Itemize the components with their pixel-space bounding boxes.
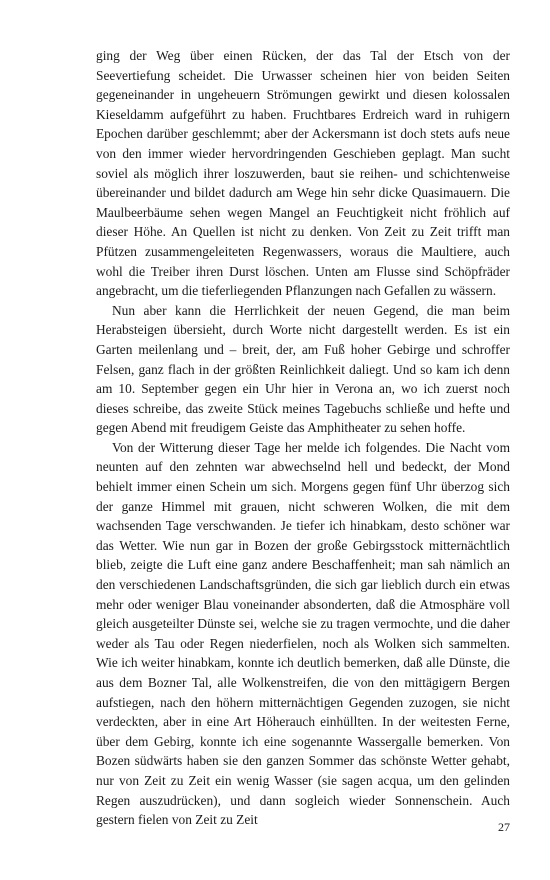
paragraph-3: Von der Witterung dieser Tage her melde ich folgendes. Die Nacht vom neunten auf den zehnten war abwechselnd hell und bedeckt, der Mond behielt immer einen Schein um sich. Morgens gegen fünf Uhr überzog sich der ganze Himmel mit grauen, nicht schweren Wolken, die mit dem wachsenden Tage verschwanden. Je tiefer ich hinabkam, desto schöner war das Wetter. Wie nun gar in Bozen der große Gebirgsstock mitternächtlich blieb, zeigte die Luft eine ganz andere Beschaffenheit; man sah nämlich an den verschiedenen Landschaftsgründen, die sich gar lieblich durch ein etwas mehr oder weniger Blau voneinander absonderten, daß die Atmosphäre voll gleich ausgeteilter Dünste sei, welche sie zu tragen vermochte, und die daher weder als Tau oder Regen niederfielen, noch als Wolken sich sammelten. Wie ich weiter hinabkam, konnte ich deutlich bemerken, daß alle Dünste, die aus dem Bozner Tal, alle Wolkenstreifen, die von den mittägigern Bergen aufstiegen, nach den höhern mitternächtigen Gegenden zuzogen, sie nicht verdeckten, aber in eine Art Höherauch einhüllten. In der weitesten Ferne, über dem Gebirg, konnte ich eine sogenannte Wassergalle bemerken. Von Bozen südwärts haben sie den ganzen Sommer das schönste Wetter gehabt, nur von Zeit zu Zeit ein wenig Wasser (sie sagen acqua, um den gelinden Regen auszudrücken), und dann sogleich wieder Sonnenschein. Auch gestern fielen von Zeit zu Zeit bbox=[96, 439, 510, 828]
page-body bbox=[96, 46, 510, 830]
paragraph-2: Nun aber kann die Herrlichkeit der neuen Gegend, die man beim Herabsteigen übersieht, durch Worte nicht dargestellt werden. Es ist ein Garten meilenlang und – breit, der, am Fuß hoher Gebirge und schroffer Felsen, ganz flach in der größten Reinlichkeit daliegt. Und so kam ich denn am 10. September gegen ein Uhr hier in Verona an, wo ich zuerst noch dieses schreibe, das zweite Stück meines Tagebuchs schließe und hefte und gegen Abend mit freudigem Geiste das Amphitheater zu sehen hoffe. bbox=[96, 302, 510, 436]
page-number: 27 bbox=[498, 820, 510, 834]
paragraph-1: ging der Weg über einen Rücken, der das Tal der Etsch von der Seevertiefung scheidet. Die Urwasser scheinen hier von beiden Seiten gegeneinander in ungeheuern Strömungen gewirkt und diesen kolossalen Kieseldamm aufgeführt zu haben. Fruchtbares Erdreich ward in ruhigern Epochen darüber geschlemmt; aber der Ackersmann ist doch stets aufs neue von den immer wieder hervordringenden Geschieben geplagt. Man sucht soviel als möglich ihrer loszuwerden, baut sie reihen- und schichtenweise übereinander und bildet dadurch am Wege hin sehr dicke Quasimauern. Die Maulbeerbäume sehen wegen Mangel an Feuchtigkeit nicht fröhlich auf dieser Höhe. An Quellen ist nicht zu denken. Von Zeit zu Zeit trifft man Pfützen zusammengeleiteten Regenwassers, woraus die Maultiere, auch wohl die Treiber ihren Durst löschen. Unten am Flusse sind Schöpfräder angebracht, um die tieferliegenden Pflanzungen nach Gefallen zu wässern. bbox=[96, 48, 510, 299]
